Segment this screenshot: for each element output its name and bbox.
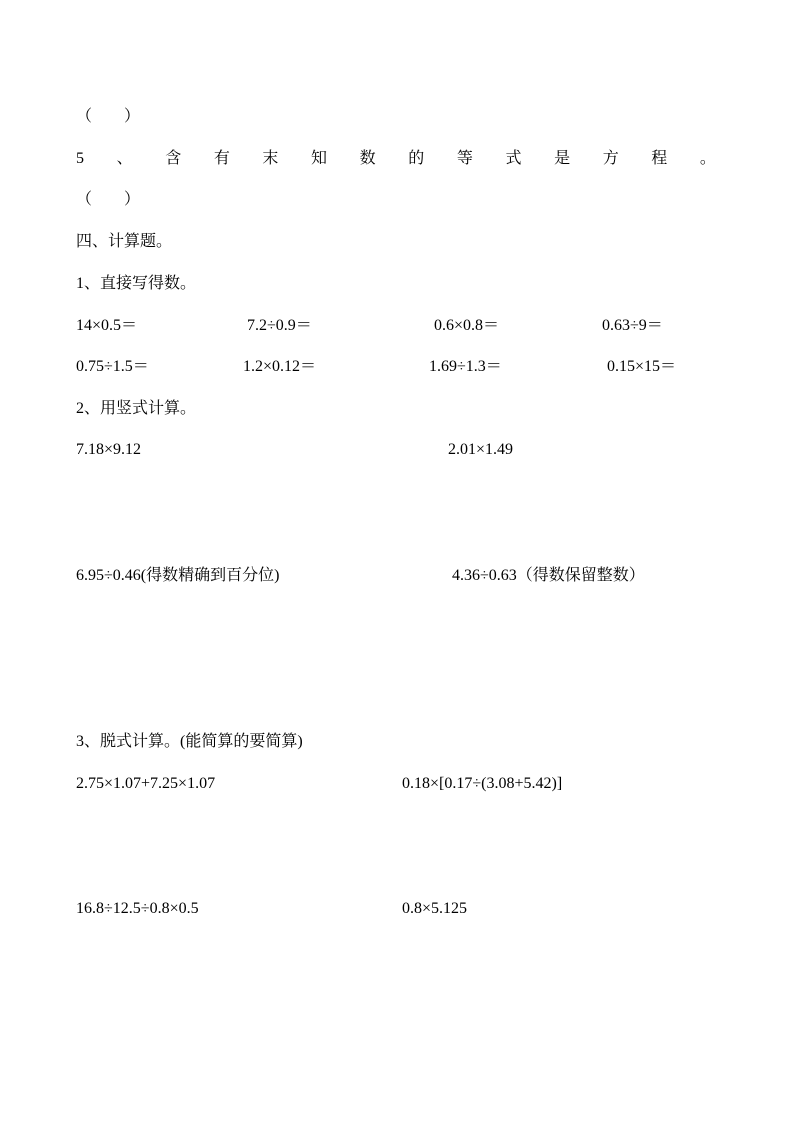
step-calc-problem: 16.8÷12.5÷0.8×0.5 <box>76 900 199 917</box>
vertical-calc-problem: 4.36÷0.63（得数保留整数） <box>452 567 645 584</box>
item-separator: 、 <box>116 150 133 167</box>
oral-calc-problem: 0.63÷9＝ <box>602 317 663 334</box>
oral-calc-problem: 7.2÷0.9＝ <box>247 317 312 334</box>
statement-char: 的 <box>408 150 425 167</box>
statement-char: 。 <box>699 150 716 167</box>
oral-calc-problem: 0.6×0.8＝ <box>434 317 500 334</box>
statement-char: 式 <box>505 150 522 167</box>
section-heading: 四、计算题。 <box>76 233 173 250</box>
vertical-calc-problem: 7.18×9.12 <box>76 441 142 458</box>
statement-char: 方 <box>602 150 619 167</box>
vertical-calc-problem: 6.95÷0.46(得数精确到百分位) <box>76 567 280 584</box>
statement-char: 末 <box>262 150 279 167</box>
step-calc-problem: 0.18×[0.17÷(3.08+5.42)] <box>402 775 563 792</box>
statement-char: 等 <box>456 150 473 167</box>
answer-blank-parentheses: （ ） <box>76 191 141 208</box>
answer-blank-parentheses: （ ） <box>76 108 141 125</box>
question-heading: 2、用竖式计算。 <box>76 400 197 417</box>
oral-calc-problem: 0.75÷1.5＝ <box>76 358 149 375</box>
oral-calc-problem: 1.69÷1.3＝ <box>429 358 502 375</box>
true-false-item-5 <box>76 149 716 169</box>
statement-char: 知 <box>311 150 328 167</box>
oral-calc-problem: 1.2×0.12＝ <box>243 358 317 375</box>
statement-char: 数 <box>359 150 376 167</box>
step-calc-problem: 0.8×5.125 <box>402 900 468 917</box>
statement-char: 是 <box>554 150 571 167</box>
step-calc-problem: 2.75×1.07+7.25×1.07 <box>76 775 216 792</box>
statement-char: 含 <box>165 150 182 167</box>
oral-calc-problem: 0.15×15＝ <box>607 358 677 375</box>
statement-char: 有 <box>213 150 230 167</box>
question-heading: 1、直接写得数。 <box>76 275 197 292</box>
item-number: 5 <box>76 150 84 167</box>
vertical-calc-problem: 2.01×1.49 <box>448 441 514 458</box>
statement-char: 程 <box>651 150 668 167</box>
question-heading: 3、脱式计算。(能简算的要简算) <box>76 733 303 750</box>
oral-calc-problem: 14×0.5＝ <box>76 317 138 334</box>
